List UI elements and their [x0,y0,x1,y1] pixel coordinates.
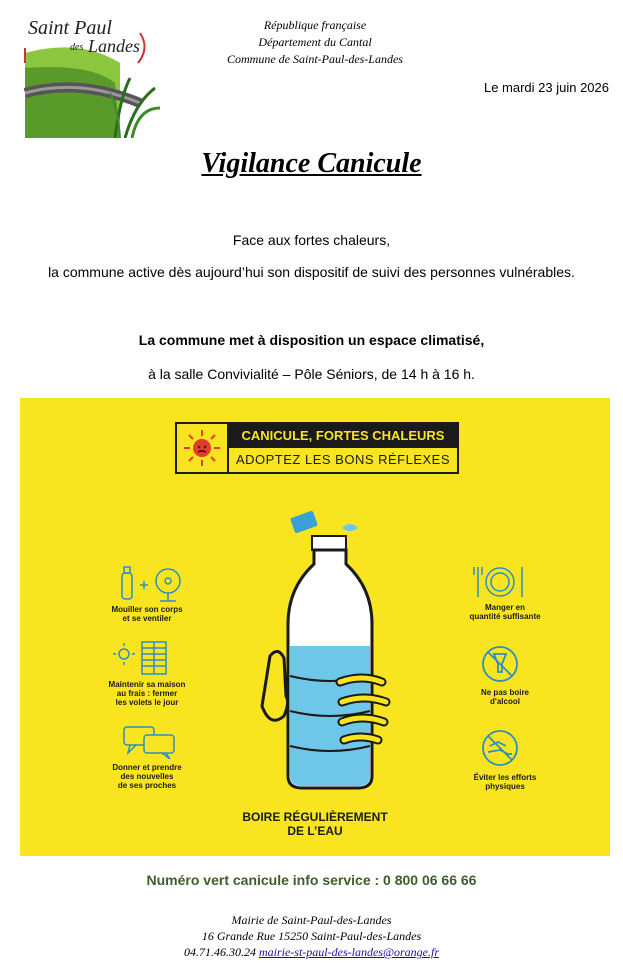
administrative-header [170,17,460,68]
tip-speech-bubbles-icon [120,723,180,764]
document-date: Le mardi 23 juin 2026 [483,80,609,95]
hot-sun-icon [177,424,229,472]
tip-plate-cutlery-icon [470,563,530,604]
tip-left-1: Mouiller son corps et se ventiler [111,605,183,623]
water-bottle-icon [250,506,420,806]
footer-contact [0,944,623,960]
tip-no-effort-icon [478,728,522,773]
tip-left-3: Donner et prendre des nouvelles de ses proches [112,763,182,790]
space-line-2: à la salle Convivialité – Pôle Séniors, de 14 h à 16 h. [148,366,475,382]
spray-fan-icon [112,563,192,603]
tip-left-2: Maintenir sa maison au frais : fermer les volets le jour [108,680,186,707]
banner-title: CANICULE, FORTES CHALEURS [229,424,457,448]
tip-right-3: Éviter les efforts physiques [473,773,537,791]
plate-cutlery-icon [470,563,530,599]
tip-sun-shutter-icon [112,638,192,683]
space-line-1: La commune met à disposition un espace climatisé, [138,332,485,348]
water-bottle-illustration [250,506,420,811]
poster-caption: BOIRE RÉGULIÈREMENT DE L’EAU [242,810,388,838]
tip-right-1: Manger en quantité suffisante [469,603,541,621]
footer-phone: 04.71.46.30.24 [183,945,256,959]
poster-banner [175,422,459,474]
header-line-2: Département du Cantal [258,35,372,49]
banner-subtitle: ADOPTEZ LES BONS RÉFLEXES [235,452,451,467]
logo-graphic [20,8,170,138]
logo-text-1: Saint Paul [28,17,112,39]
mairie-footer [0,912,623,960]
tip-right-2: Ne pas boire d'alcool [480,688,529,706]
commune-logo [20,8,170,138]
hotline-text: Numéro vert canicule info service : 0 800 06 66 66 [146,872,477,888]
header-line-1: République française [263,18,367,32]
sun-shutter-icon [112,638,192,678]
no-effort-icon [478,728,522,768]
logo-text-2: des [70,42,84,53]
footer-line-1: Mairie de Saint-Paul-des-Landes [231,913,392,927]
document-title: Vigilance Canicule [201,148,422,179]
footer-line-2: 16 Grande Rue 15250 Saint-Paul-des-Landes [201,929,422,943]
logo-text-3: Landes [88,36,141,56]
intro-line-1: Face aux fortes chaleurs, [232,232,391,248]
header-line-3: Commune de Saint-Paul-des-Landes [227,52,403,66]
speech-bubbles-icon [120,723,180,759]
footer-email-link[interactable]: mairie-st-paul-des-landes@orange.fr [258,945,440,959]
heatwave-poster [20,398,610,856]
intro-line-2: la commune active dès aujourd’hui son dispositif de suivi des personnes vulnérables. [48,264,575,280]
tip-no-alcohol-icon [478,644,522,689]
no-alcohol-icon [478,644,522,684]
tip-spray-fan-icon [112,563,192,608]
